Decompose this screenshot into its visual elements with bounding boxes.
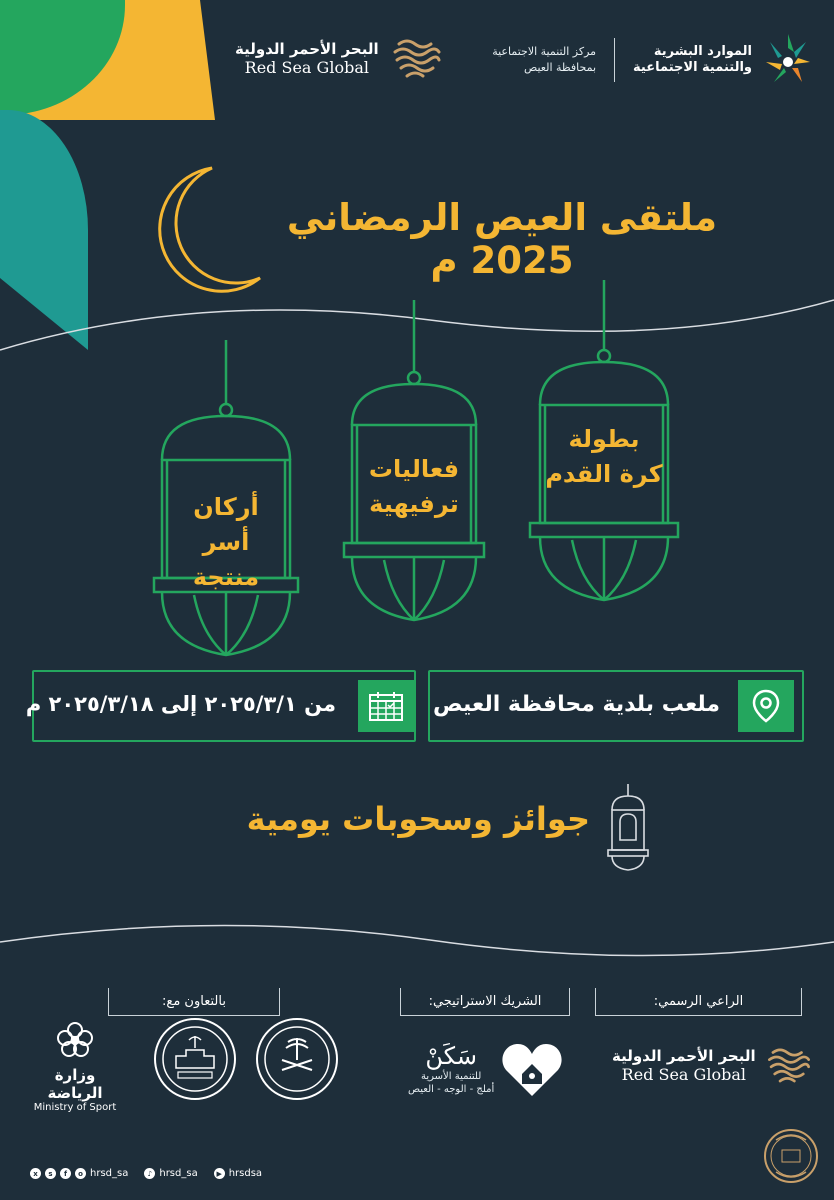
award-badge-icon [762, 1120, 820, 1192]
hrsd-line1: الموارد البشرية [653, 43, 752, 59]
location-text: ملعب بلدية محافظة العيص [433, 692, 720, 717]
rsg-bottom-mark-icon [764, 1040, 814, 1090]
sakn-heart-icon [500, 1040, 564, 1098]
instagram-icon: o [75, 1168, 86, 1179]
dates-bar [25, 670, 416, 742]
sakn-sub1: للتنمية الأسرية [421, 1071, 482, 1082]
map-pin-icon [752, 689, 780, 723]
sakn-sub2: أملج - الوجه - العيص [408, 1084, 495, 1095]
social-group-3[interactable] [214, 1168, 262, 1179]
dates-text: من ٢٠٢٥/٣/١ إلى ٢٠٢٥/٣/١٨ م [25, 692, 336, 716]
emblem-seal [256, 1018, 338, 1100]
social-group-1[interactable] [30, 1168, 128, 1179]
social-handle-3: hrsdsa [228, 1168, 263, 1179]
strategic-partner-label: الشريك الاستراتيجي: [428, 994, 542, 1009]
social-center-line1: مركز التنمية الاجتماعية [492, 45, 597, 59]
lantern-football-line2: كرة القدم [545, 459, 663, 488]
lantern-label-entertainment [357, 452, 471, 522]
rsg-top-english: Red Sea Global [244, 57, 369, 77]
snapchat-icon: s [45, 1168, 56, 1179]
bottom-wave-line [0, 900, 834, 980]
youtube-icon: ▶ [214, 1168, 225, 1179]
ministry-of-sport-arabic: وزارة الرياضة [47, 1066, 103, 1102]
ministry-of-sport-logo [30, 1018, 120, 1113]
municipality-emblem-icon [156, 1020, 234, 1098]
lantern-label-football [545, 422, 663, 492]
social-handle-1: hrsd_sa [90, 1168, 129, 1179]
municipality-seal [154, 1018, 236, 1100]
palm-swords-emblem-icon [258, 1020, 336, 1098]
lantern-families-line1: أركان [193, 493, 259, 521]
lantern-entertainment-line1: فعاليات [368, 455, 460, 483]
rsg-bottom-arabic: البحر الأحمر الدولية [612, 1046, 756, 1065]
event-title: ملتقى العيص الرمضاني 2025 م [286, 196, 718, 282]
rsg-bottom-wordmark [612, 1047, 756, 1084]
official-sponsor-label: الراعي الرسمي: [653, 994, 744, 1009]
lantern-families-line2: أسر منتجة [192, 527, 260, 591]
sakn-name: سَكَنْ [425, 1042, 477, 1070]
social-links [30, 1168, 262, 1179]
calendar-icon [368, 690, 404, 722]
ministry-of-sport-english: Ministry of Sport [33, 1102, 117, 1113]
lantern-entertainment-line2: ترفيهية [369, 489, 459, 518]
lanterns-illustration [0, 240, 834, 660]
cooperation-label-box [108, 988, 280, 1016]
prizes-text: جوائز وسحوبات يومية [246, 800, 590, 838]
rsg-bottom-logo [612, 1040, 814, 1090]
sakn-wordmark [408, 1042, 494, 1096]
lantern-label-families [166, 490, 286, 594]
lantern-football-line1: بطولة [568, 425, 640, 453]
strategic-partner-label-box [400, 988, 570, 1016]
sport-flower-icon [53, 1018, 97, 1062]
location-bar [428, 670, 804, 742]
tiktok-icon: ♪ [144, 1168, 155, 1179]
social-group-2[interactable] [144, 1168, 197, 1179]
facebook-icon: f [60, 1168, 71, 1179]
x-icon: x [30, 1168, 41, 1179]
hrsd-line2: والتنمية الاجتماعية [633, 60, 752, 75]
small-lantern-icon [598, 782, 658, 872]
cooperation-label: بالتعاون مع: [162, 994, 226, 1009]
social-center-line2: بمحافظة العيص [523, 61, 597, 74]
calendar-icon-box [358, 680, 414, 732]
sakn-logo [408, 1040, 564, 1098]
location-icon-box [738, 680, 794, 732]
social-handle-2: hrsd_sa [159, 1168, 198, 1179]
official-sponsor-label-box [595, 988, 802, 1016]
rsg-top-arabic: البحر الأحمر الدولية [235, 39, 379, 58]
rsg-bottom-english: Red Sea Global [621, 1064, 746, 1084]
